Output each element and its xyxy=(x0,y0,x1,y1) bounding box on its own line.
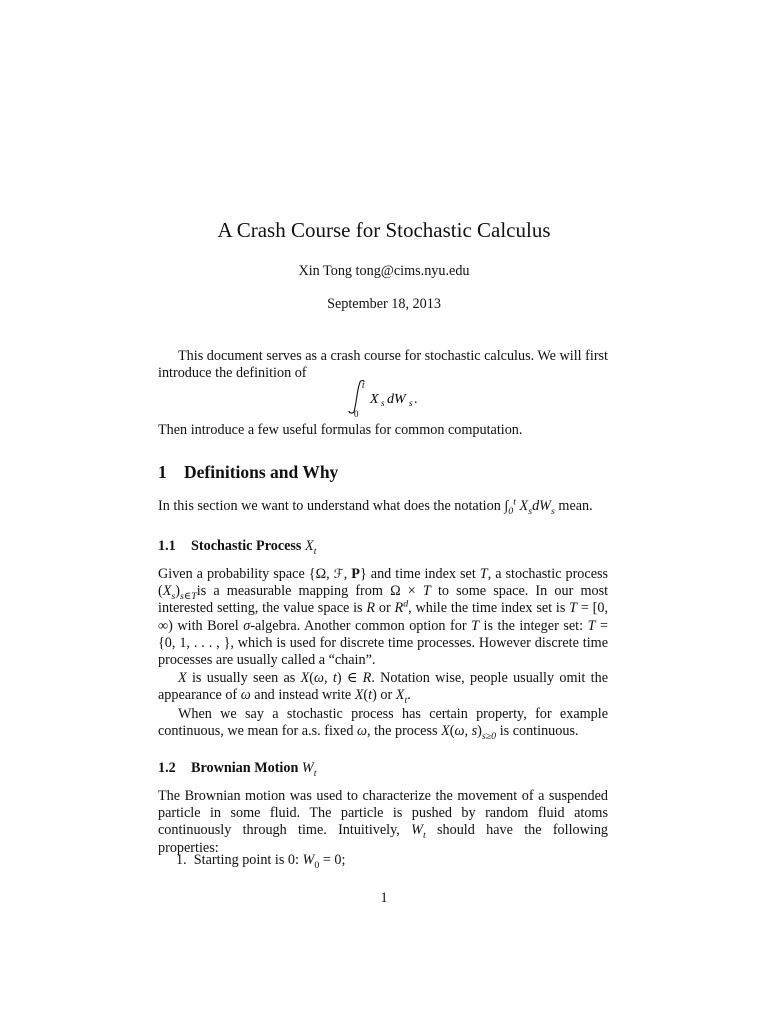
math-run: $W_t$ xyxy=(411,822,426,842)
section-heading xyxy=(158,462,338,483)
section-number: 1 xyxy=(158,462,167,482)
list-text: Starting point is 0: xyxy=(193,852,299,868)
svg-text:s: s xyxy=(409,398,413,408)
text-run: , which is used for discrete time processes. However discrete time processes are usually called a “chain”. xyxy=(158,634,608,669)
math-run: Ω × T xyxy=(390,583,431,600)
math-run: {Ω, ℱ, P} xyxy=(308,566,367,582)
date-line: September 18, 2013 xyxy=(327,296,441,312)
subsection-heading-brownian xyxy=(158,760,316,777)
section-title: Definitions and Why xyxy=(184,462,339,482)
text-run: and time index set xyxy=(370,566,476,582)
text-run: , the process xyxy=(367,723,438,740)
text-run: is the integer set: xyxy=(483,617,584,634)
paper-title: A Crash Course for Stochastic Calculus xyxy=(217,218,551,242)
math-run: ω xyxy=(356,723,367,740)
math-run: T xyxy=(479,566,488,582)
text-run: Given a probability space xyxy=(158,566,305,582)
svg-text:.: . xyxy=(414,392,418,407)
math-run: T = {0, 1, . . . , } xyxy=(158,617,609,651)
text-run: . Notation wise, people usually omit the appearance of xyxy=(158,670,608,704)
inline-integral: $\int_0^t$ $X_sdW_s$ xyxy=(504,496,555,517)
svg-text:s: s xyxy=(381,398,385,408)
math-run: σ xyxy=(243,617,251,634)
subsection-title: Brownian Motion xyxy=(191,760,299,776)
intro-text: In this section we want to understand what does the notation xyxy=(158,498,501,514)
math-run: $R^d$ xyxy=(394,598,409,617)
text-run: with Borel xyxy=(177,617,239,634)
text-run: -algebra. Another common option for xyxy=(250,617,467,634)
subsection-number: 1.2 xyxy=(158,760,176,776)
text-run: and instead write xyxy=(254,687,352,704)
list-item xyxy=(176,852,345,869)
paragraph-brownian xyxy=(158,788,608,857)
subsection-math: $X_t$ xyxy=(305,538,317,557)
math-run: X(ω, t) ∈ R xyxy=(300,670,372,686)
list-marker: 1. xyxy=(176,852,187,868)
math-run: X xyxy=(178,670,187,686)
math-run: T = [0, ∞) xyxy=(158,600,609,634)
math-run: ω xyxy=(240,687,251,704)
math-run: $W_0 = 0$; xyxy=(302,852,346,871)
text-run: is usually seen as xyxy=(191,670,296,686)
subsection-math: $W_t$ xyxy=(301,760,317,779)
paragraph-probability-space xyxy=(158,566,608,669)
abstract-paragraph-2: Then introduce a few useful formulas for common computation. xyxy=(158,422,523,438)
text-run: The Brownian motion was used to characterize the movement of a suspended particle in some fluid. The particle is pushed by random fluid atoms continuously through time. Intuitively, xyxy=(158,788,608,839)
math-run: $(X_s)_{s\in T}$ xyxy=(158,583,197,603)
svg-text:X: X xyxy=(370,392,379,407)
subsection-heading xyxy=(158,538,316,555)
author-line: Xin Tong tong@cims.nyu.edu xyxy=(298,263,470,279)
section-intro-paragraph xyxy=(158,498,608,515)
text-run: should have the following properties: xyxy=(158,822,609,856)
text-run: When we say a stochastic process has certain property, for example continuous, we mean for a.s. fixed xyxy=(158,706,608,740)
text-run: is a measurable mapping from xyxy=(196,583,383,600)
text-run: to some space. In our most interested setting, the value space is xyxy=(158,583,609,617)
abstract-text: This document serves as a crash course for stochastic calculus. We will first introduce the definition of xyxy=(158,348,609,382)
paragraph-continuity xyxy=(158,706,608,743)
text-run: , a stochastic process xyxy=(487,566,609,582)
subsection-number: 1.1 xyxy=(158,538,176,554)
subsection-title: Stochastic Process xyxy=(191,538,302,554)
text-run: , while the time index set is xyxy=(408,600,566,617)
intro-text-end: mean. xyxy=(558,498,593,514)
svg-text:0: 0 xyxy=(354,409,359,418)
svg-text:t: t xyxy=(362,380,365,390)
math-run: X(t) xyxy=(354,687,377,704)
text-run: or xyxy=(378,600,391,617)
page-number: 1 xyxy=(380,890,388,906)
text-run: is continuous. xyxy=(499,723,579,740)
display-equation xyxy=(340,378,480,418)
paragraph-x-notation: X is usually seen as X(ω, t) ∈ R. Notation wise, people usually omit the appearance of ω and instead write X(t) or $X_t$. xyxy=(158,670,608,707)
math-run: R xyxy=(366,600,376,617)
math-run: X(ω, $s)_{s\ge 0}$ xyxy=(441,723,497,743)
text-run: or xyxy=(380,687,393,704)
svg-text:dW: dW xyxy=(387,392,406,407)
math-run: $X_t$ xyxy=(395,687,408,707)
math-run: T xyxy=(471,617,479,634)
